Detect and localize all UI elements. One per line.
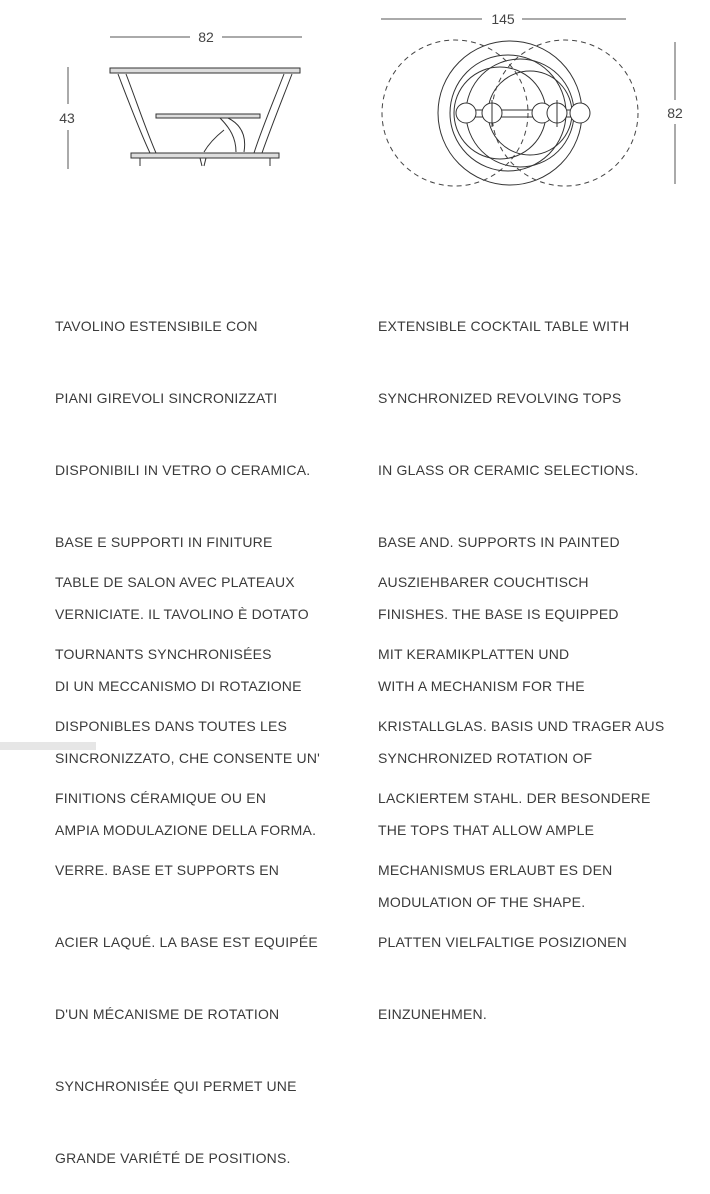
text-line: FINISHES. THE BASE IS EQUIPPED (378, 606, 619, 622)
text-line: VERRE. BASE ET SUPPORTS EN (55, 862, 280, 878)
text-line: LACKIERTEM STAHL. DER BESONDERE (378, 790, 651, 806)
text-line: ACIER LAQUÉ. LA BASE EST EQUIPÉE (55, 934, 318, 950)
top-depth-label: 82 (667, 105, 683, 121)
text-line: TOURNANTS SYNCHRONISÉES (55, 646, 272, 662)
side-width-label: 82 (198, 29, 214, 45)
top-view-drawing (381, 19, 675, 186)
top-width-label: 145 (491, 11, 515, 27)
text-line: DISPONIBLES DANS TOUTES LES (55, 718, 288, 734)
text-line: SYNCHRONIZED REVOLVING TOPS (378, 390, 622, 406)
text-line: VERNICIATE. IL TAVOLINO È DOTATO (55, 606, 309, 622)
text-line: KRISTALLGLAS. BASIS UND TRAGER AUS (378, 718, 665, 734)
text-line: D'UN MÉCANISME DE ROTATION (55, 1006, 280, 1022)
text-line: BASE AND. SUPPORTS IN PAINTED (378, 534, 620, 550)
text-line: MECHANISMUS ERLAUBT ES DEN (378, 862, 613, 878)
description-german (378, 522, 664, 1050)
technical-drawing (0, 0, 710, 200)
text-line: IN GLASS OR CERAMIC SELECTIONS. (378, 462, 639, 478)
text-line: PIANI GIREVOLI SINCRONIZZATI (55, 390, 278, 406)
text-line: SINCRONIZZATO, CHE CONSENTE UN' (55, 750, 321, 766)
text-line: MODULATION OF THE SHAPE. (378, 894, 586, 910)
text-line: AMPIA MODULAZIONE DELLA FORMA. (55, 822, 317, 838)
text-line: FINITIONS CÉRAMIQUE OU EN (55, 790, 267, 806)
side-height-label: 43 (59, 110, 75, 126)
text-line: TAVOLINO ESTENSIBILE CON (55, 318, 258, 334)
text-line: WITH A MECHANISM FOR THE (378, 678, 585, 694)
text-line: GRANDE VARIÉTÉ DE POSITIONS. (55, 1150, 291, 1166)
text-line: DISPONIBILI IN VETRO O CERAMICA. (55, 462, 311, 478)
text-line: TABLE DE SALON AVEC PLATEAUX (55, 574, 295, 590)
text-line: AUSZIEHBARER COUCHTISCH (378, 574, 589, 590)
text-line: BASE E SUPPORTI IN FINITURE (55, 534, 273, 550)
text-line: PLATTEN VIELFALTIGE POSIZIONEN (378, 934, 627, 950)
text-line: SYNCHRONIZED ROTATION OF (378, 750, 593, 766)
text-line: MIT KERAMIKPLATTEN UND (378, 646, 570, 662)
text-line: SYNCHRONISÉE QUI PERMET UNE (55, 1078, 297, 1094)
description-french (55, 522, 321, 1194)
text-line: THE TOPS THAT ALLOW AMPLE (378, 822, 595, 838)
text-line: EXTENSIBLE COCKTAIL TABLE WITH (378, 318, 630, 334)
text-line: DI UN MECCANISMO DI ROTAZIONE (55, 678, 302, 694)
footer-strip (0, 742, 96, 750)
side-view-drawing (68, 37, 302, 169)
text-line: EINZUNEHMEN. (378, 1006, 487, 1022)
